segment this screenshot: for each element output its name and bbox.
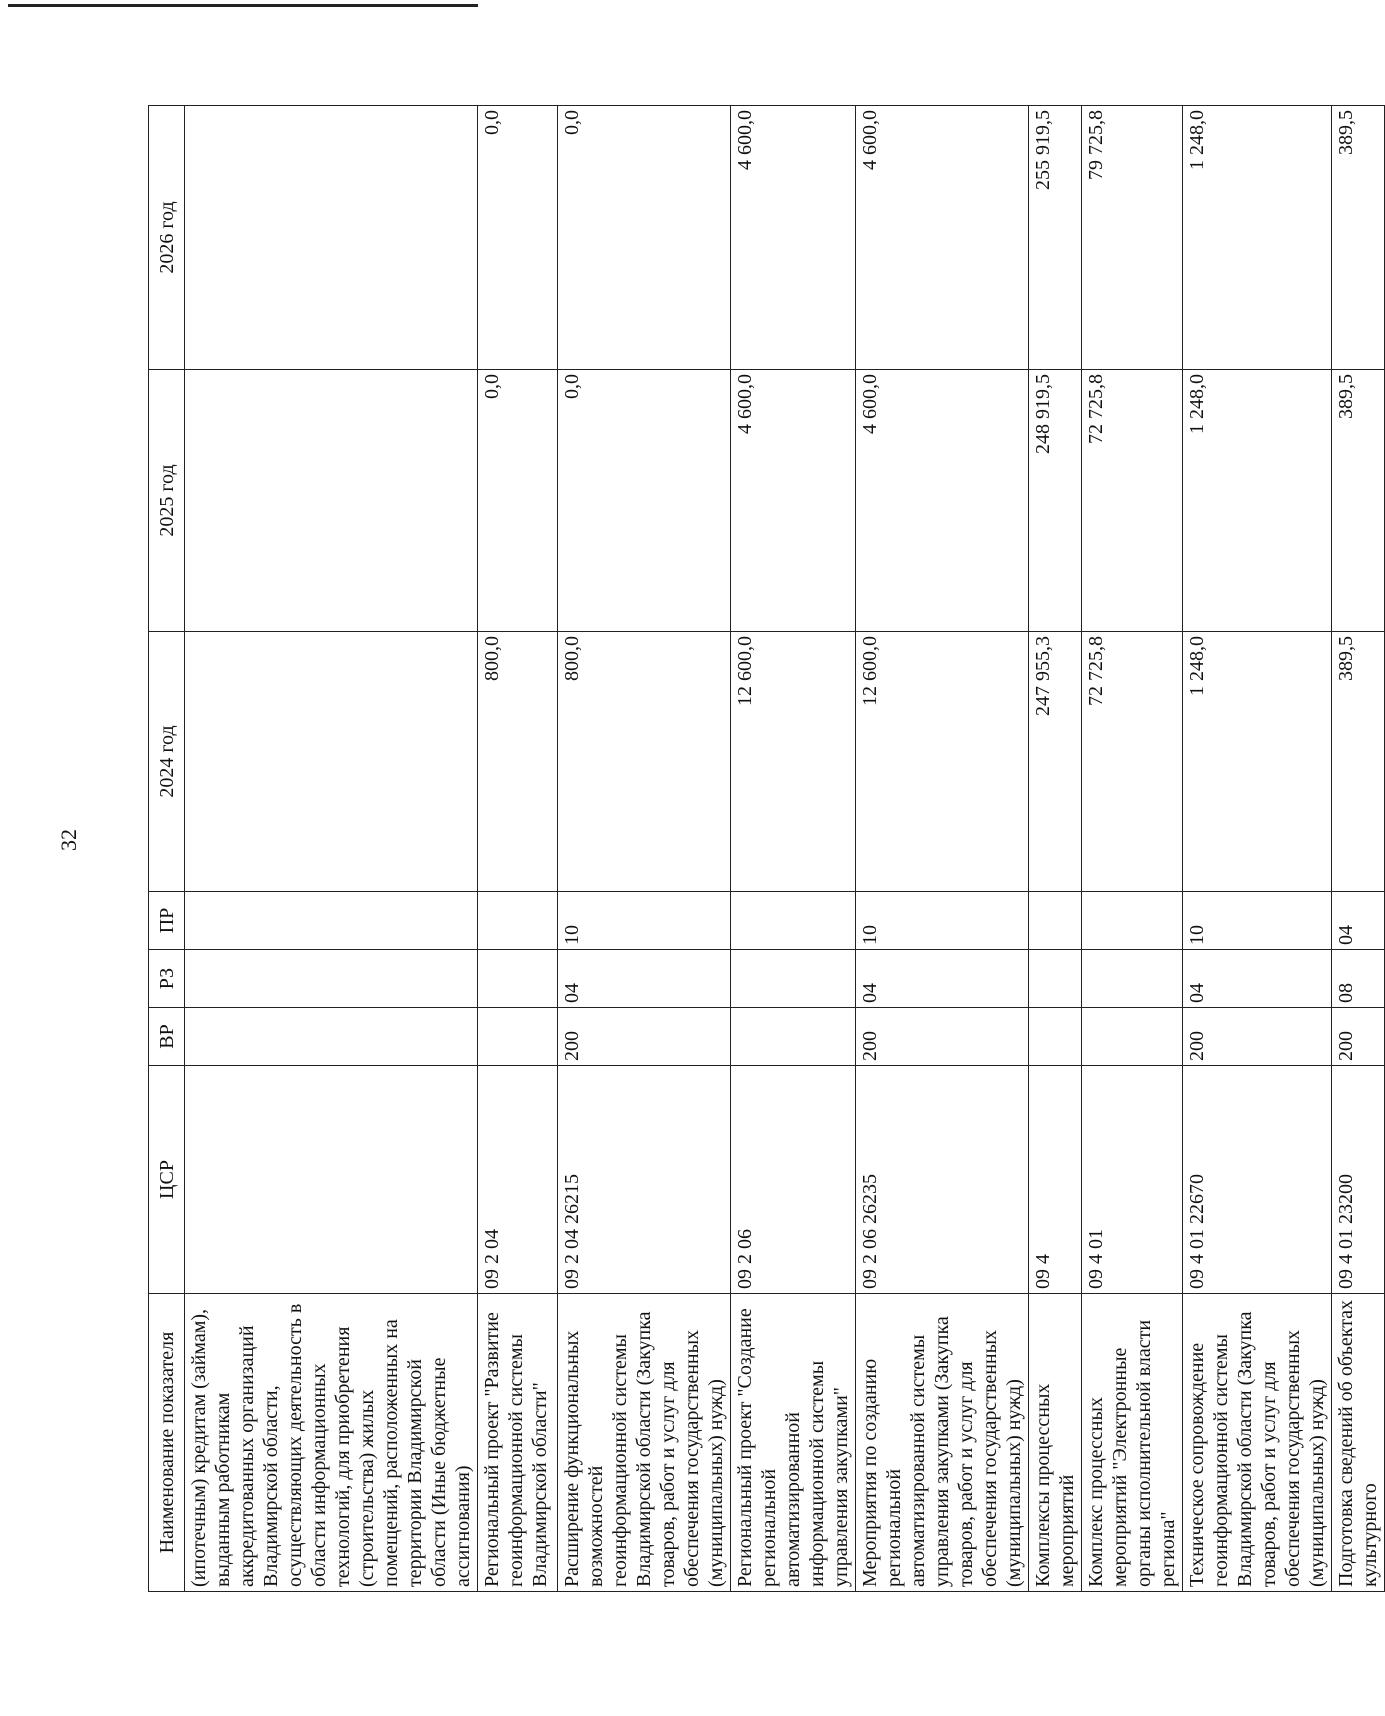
row-vr — [185, 1008, 478, 1066]
header-name: Наименование показателя — [149, 1294, 185, 1592]
row-2026: 4 600,0 — [731, 106, 856, 370]
table-header-row — [149, 106, 185, 1592]
row-2025: 0,0 — [478, 370, 558, 632]
row-pr — [731, 892, 856, 950]
header-pr: ПР — [149, 892, 185, 950]
row-2024: 800,0 — [558, 632, 731, 892]
row-vr: 200 — [1183, 1008, 1332, 1066]
row-pr — [478, 892, 558, 950]
row-name: Комплекс процессных мероприятий "Электронные органы исполнительной власти региона" — [1082, 1294, 1183, 1592]
table-row — [856, 106, 1029, 1592]
row-csr: 09 4 01 — [1082, 1066, 1183, 1294]
row-2026: 0,0 — [558, 106, 731, 370]
row-csr: 09 4 — [1029, 1066, 1082, 1294]
row-pr — [185, 892, 478, 950]
row-2024: 72 725,8 — [1082, 632, 1183, 892]
row-pr: 04 — [1332, 892, 1385, 950]
row-2025: 389,5 — [1332, 370, 1385, 632]
row-2024: 12 600,0 — [731, 632, 856, 892]
row-pr: 10 — [558, 892, 731, 950]
page-number: 32 — [56, 829, 81, 851]
row-name: Техническое сопровождение геоинформационной системы Владимирской области (Закупка товаров, работ и услуг для обеспечения государственных (муниципальных) нужд) — [1183, 1294, 1332, 1592]
row-csr: 09 2 06 26235 — [856, 1066, 1029, 1294]
row-pr — [1082, 892, 1183, 950]
row-csr: 09 2 04 26215 — [558, 1066, 731, 1294]
row-2026: 255 919,5 — [1029, 106, 1082, 370]
row-2024: 389,5 — [1332, 632, 1385, 892]
row-rz: 04 — [558, 950, 731, 1008]
header-2025: 2025 год — [149, 370, 185, 632]
row-csr: 09 4 01 22670 — [1183, 1066, 1332, 1294]
row-rz: 04 — [1183, 950, 1332, 1008]
row-pr: 10 — [856, 892, 1029, 950]
row-rz — [1082, 950, 1183, 1008]
row-2025: 248 919,5 — [1029, 370, 1082, 632]
row-2024 — [185, 632, 478, 892]
header-rz: РЗ — [149, 950, 185, 1008]
table-row — [478, 106, 558, 1592]
row-csr — [185, 1066, 478, 1294]
row-name: Региональный проект "Создание региональной автоматизированной информационной системы управления закупками" — [731, 1294, 856, 1592]
row-2026: 79 725,8 — [1082, 106, 1183, 370]
row-name: (ипотечным) кредитам (займам), выданным работникам аккредитованных организаций Владимирской области, осуществляющих деятельность в области информационных технологий, для приобретения (строительства) жилых помещений, расположенных на территории Владимирской области (Иные бюджетные ассигнования) — [185, 1294, 478, 1592]
row-rz: 08 — [1332, 950, 1385, 1008]
row-2026: 4 600,0 — [856, 106, 1029, 370]
row-2024: 800,0 — [478, 632, 558, 892]
rotated-table-container — [148, 106, 1381, 1592]
row-2026: 1 248,0 — [1183, 106, 1332, 370]
header-2024: 2024 год — [149, 632, 185, 892]
budget-table — [148, 105, 1385, 1592]
row-2025 — [185, 370, 478, 632]
row-csr: 09 4 01 23200 — [1332, 1066, 1385, 1294]
row-2026: 0,0 — [478, 106, 558, 370]
header-vr: ВР — [149, 1008, 185, 1066]
row-vr: 200 — [856, 1008, 1029, 1066]
row-2024: 1 248,0 — [1183, 632, 1332, 892]
row-rz — [1029, 950, 1082, 1008]
table-row — [1183, 106, 1332, 1592]
row-vr: 200 — [558, 1008, 731, 1066]
row-name: Подготовка сведений об объектах культурного — [1332, 1294, 1385, 1592]
table-row — [1082, 106, 1183, 1592]
row-vr — [1082, 1008, 1183, 1066]
header-2026: 2026 год — [149, 106, 185, 370]
row-rz — [478, 950, 558, 1008]
row-vr — [731, 1008, 856, 1066]
row-pr: 10 — [1183, 892, 1332, 950]
row-rz — [185, 950, 478, 1008]
table-row — [1332, 106, 1385, 1592]
row-name: Комплексы процессных мероприятий — [1029, 1294, 1082, 1592]
row-2025: 72 725,8 — [1082, 370, 1183, 632]
top-rule — [8, 4, 478, 7]
row-rz: 04 — [856, 950, 1029, 1008]
row-2025: 4 600,0 — [731, 370, 856, 632]
row-2025: 1 248,0 — [1183, 370, 1332, 632]
header-csr: ЦСР — [149, 1066, 185, 1294]
row-2025: 0,0 — [558, 370, 731, 632]
row-pr — [1029, 892, 1082, 950]
row-2026: 389,5 — [1332, 106, 1385, 370]
table-row — [558, 106, 731, 1592]
table-row — [731, 106, 856, 1592]
row-vr: 200 — [1332, 1008, 1385, 1066]
table-row — [185, 106, 478, 1592]
row-vr — [478, 1008, 558, 1066]
row-rz — [731, 950, 856, 1008]
row-name: Расширение функциональных возможностей геоинформационной системы Владимирской области (Закупка товаров, работ и услуг для обеспечения государственных (муниципальных) нужд) — [558, 1294, 731, 1592]
table-row — [1029, 106, 1082, 1592]
row-name: Региональный проект "Развитие геоинформационной системы Владимирской области" — [478, 1294, 558, 1592]
row-2024: 12 600,0 — [856, 632, 1029, 892]
row-2025: 4 600,0 — [856, 370, 1029, 632]
row-vr — [1029, 1008, 1082, 1066]
row-2026 — [185, 106, 478, 370]
row-2024: 247 955,3 — [1029, 632, 1082, 892]
row-csr: 09 2 04 — [478, 1066, 558, 1294]
row-name: Мероприятия по созданию региональной автоматизированной системы управления закупками (Закупка товаров, работ и услуг для обеспечения государственных (муниципальных) нужд) — [856, 1294, 1029, 1592]
row-csr: 09 2 06 — [731, 1066, 856, 1294]
